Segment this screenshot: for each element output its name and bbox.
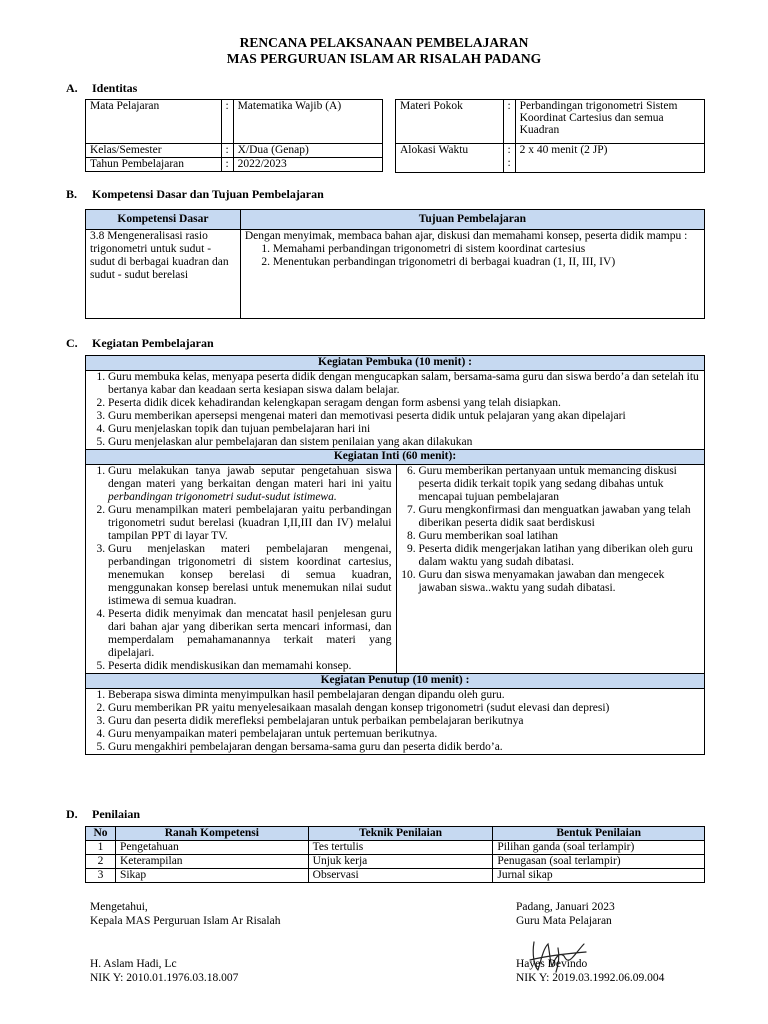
- table-row: 3 Sikap Observasi Jurnal sikap: [86, 869, 705, 883]
- list-item: 10. Guru dan siswa menyamakan jawaban dan mengecek jawaban siswa..waktu yang sudah dibatasi.: [419, 569, 701, 595]
- identitas-row-kelas: Kelas/Semester : X/Dua (Genap): [86, 144, 383, 158]
- principal-nik: NIK Y: 2010.01.1976.03.18.007: [90, 972, 239, 984]
- inti-list-right: [401, 465, 701, 595]
- list-item: 2. Menentukan perbandingan trigonometri di berbagai kuadran (1, II, III, IV): [273, 256, 700, 269]
- tujuan-list: [245, 243, 700, 269]
- penutup-title: Kegiatan Penutup (10 menit) :: [86, 674, 705, 689]
- kd-content-row: [86, 230, 705, 319]
- document-title: RENCANA PELAKSANAAN PEMBELAJARAN: [239, 35, 529, 50]
- list-item: 5. Guru mengakhiri pembelajaran dengan bersama-sama guru dan peserta didik berdo’a.: [108, 741, 700, 754]
- signature-right-name-block: [516, 957, 664, 985]
- pembuka-list: [90, 371, 700, 449]
- tujuan-intro: Dengan menyimak, membaca bahan ajar, diskusi dan memahami konsep, peserta didik mampu :: [244, 230, 688, 242]
- list-item: 6. Guru memberikan pertanyaan untuk memancing diskusi peserta didik terkait topik yang sedang dibahas untuk mencapai tujuan pembelajaran: [419, 465, 701, 504]
- table-row: 1 Pengetahuan Tes tertulis Pilihan ganda (soal terlampir): [86, 841, 705, 855]
- identitas-row-tahun: Tahun Pembelajaran : 2022/2023: [86, 158, 383, 172]
- section-a-heading: A. Identitas: [66, 81, 138, 95]
- penilaian-table: [85, 826, 705, 883]
- list-item: 8. Guru memberikan soal latihan: [419, 530, 701, 543]
- signature-left-name-block: [90, 957, 238, 985]
- signature-left-block: Mengetahui, Kepala MAS Perguruan Islam Ar Risalah: [90, 901, 281, 927]
- school-name: MAS PERGURUAN ISLAM AR RISALAH PADANG: [226, 51, 542, 66]
- list-item: 1. Memahami perbandingan trigonometri di sistem koordinat cartesius: [273, 243, 700, 256]
- list-item: 3. Guru menjelaskan materi pembelajaran mengenai, perbandingan trigonometri di sistem koordinat cartesius, menemukan konsep berelasi di semua kuadran, menggunakan konsep berelasi untuk menemukan nilai sudut istimewa di semua kuadran.: [108, 543, 392, 608]
- list-item: 7. Guru mengkonfirmasi dan menguatkan jawaban yang telah diberikan peserta didik saat berdiskusi: [419, 504, 701, 530]
- pembuka-row: [86, 371, 705, 450]
- kd-table: [85, 209, 705, 319]
- pembuka-header-row: [86, 356, 705, 371]
- list-item: 3. Guru memberikan apersepsi mengenai materi dan memotivasi peserta didik untuk pelajaran yang akan dipelajari: [108, 410, 700, 423]
- penutup-list: [90, 689, 700, 754]
- list-item: 5. Peserta didik mendiskusikan dan memamahi konsep.: [108, 660, 392, 673]
- principal-name: H. Aslam Hadi, Lc: [90, 958, 177, 970]
- identitas-row-materi: Materi Pokok : Perbandingan trigonometri Sistem Koordinat Cartesius dan semua Kuadran: [396, 100, 705, 144]
- teacher-name: Hayes Devindo: [516, 958, 588, 970]
- kd-col-kompetensi: Kompetensi Dasar: [86, 210, 241, 230]
- penutup-row: [86, 689, 705, 755]
- kd-col-tujuan: Tujuan Pembelajaran: [240, 210, 704, 230]
- list-item: 1. Guru melakukan tanya jawab seputar pengetahuan siswa dengan materi yang berkaitan dengan materi hari ini yaitu perbandingan trigonometri sudut-sudut istimewa.: [108, 465, 392, 504]
- section-b-heading: B. Kompetensi Dasar dan Tujuan Pembelajaran: [66, 187, 324, 201]
- list-item: 2. Peserta didik dicek kehadirandan kelengkapan seragam dengan form asbensi yang telah disiapkan.: [108, 397, 700, 410]
- list-item: 5. Guru menjelaskan alur pembelajaran dan sistem penilaian yang akan dilakukan: [108, 436, 700, 449]
- section-c-heading: C. Kegiatan Pembelajaran: [66, 336, 214, 350]
- list-item: 2. Guru menampilkan materi pembelajaran yaitu perbandingan trigonometri sudut berelasi (kuadran I,II,III dan IV) melalui tampilan PPT di layar TV.: [108, 504, 392, 543]
- identitas-table-left: [85, 99, 383, 172]
- signature-right-block: Padang, Januari 2023 Guru Mata Pelajaran: [516, 901, 615, 927]
- table-row: 2 Keterampilan Unjuk kerja Penugasan (soal terlampir): [86, 855, 705, 869]
- inti-title: Kegiatan Inti (60 menit):: [86, 450, 705, 465]
- list-item: 4. Peserta didik menyimak dan mencatat hasil penjelesan guru dari bahan ajar yang diberikan serta mencari informasi, dan memperdalam pemahamanannya terkait materi yang dipelajari.: [108, 608, 392, 660]
- list-item: 2. Guru memberikan PR yaitu menyelesaikaan masalah dengan konsep trigonometri (sudut elevasi dan depresi): [108, 702, 700, 715]
- list-item: 4. Guru menyampaikan materi pembelajaran untuk pertemuan berikutnya.: [108, 728, 700, 741]
- identitas-row-alokasi: Alokasi Waktu : : 2 x 40 menit (2 JP): [396, 144, 705, 173]
- inti-header-row: [86, 450, 705, 465]
- penilaian-header-row: No Ranah Kompetensi Teknik Penilaian Bentuk Penilaian: [86, 827, 705, 841]
- list-item: 9. Peserta didik mengerjakan latihan yang diberikan oleh guru dalam waktu yang sudah dibatasi.: [419, 543, 701, 569]
- penutup-header-row: [86, 674, 705, 689]
- kegiatan-table: [85, 355, 705, 755]
- list-item: 4. Guru menjelaskan topik dan tujuan pembelajaran hari ini: [108, 423, 700, 436]
- pembuka-title: Kegiatan Pembuka (10 menit) :: [86, 356, 705, 371]
- kd-text: 3.8 Mengeneralisasi rasio trigonometri untuk sudut - sudut di berbagai kuadran dan sudut - sudut berelasi: [86, 230, 241, 319]
- inti-row: [86, 465, 705, 674]
- inti-list-left: [90, 465, 392, 673]
- kd-header-row: [86, 210, 705, 230]
- list-item: 1. Beberapa siswa diminta menyimpulkan hasil pembelajaran dengan dipandu oleh guru.: [108, 689, 700, 702]
- identitas-table-right: [395, 99, 705, 173]
- section-d-heading: D. Penilaian: [66, 807, 141, 821]
- tujuan-cell: [240, 230, 704, 319]
- identitas-row-mapel: Mata Pelajaran : Matematika Wajib (A): [86, 100, 383, 144]
- teacher-nik: NIK Y: 2019.03.1992.06.09.004: [516, 972, 665, 984]
- list-item: 1. Guru membuka kelas, menyapa peserta didik dengan mengucapkan salam, bersama-sama guru dan siswa berdo’a dan setelah itu bertanya kabar dan keadaan serta kesiapan siswa dalam belajar.: [108, 371, 700, 397]
- list-item: 3. Guru dan peserta didik merefleksi pembelajaran untuk perbaikan pembelajaran berikutnya: [108, 715, 700, 728]
